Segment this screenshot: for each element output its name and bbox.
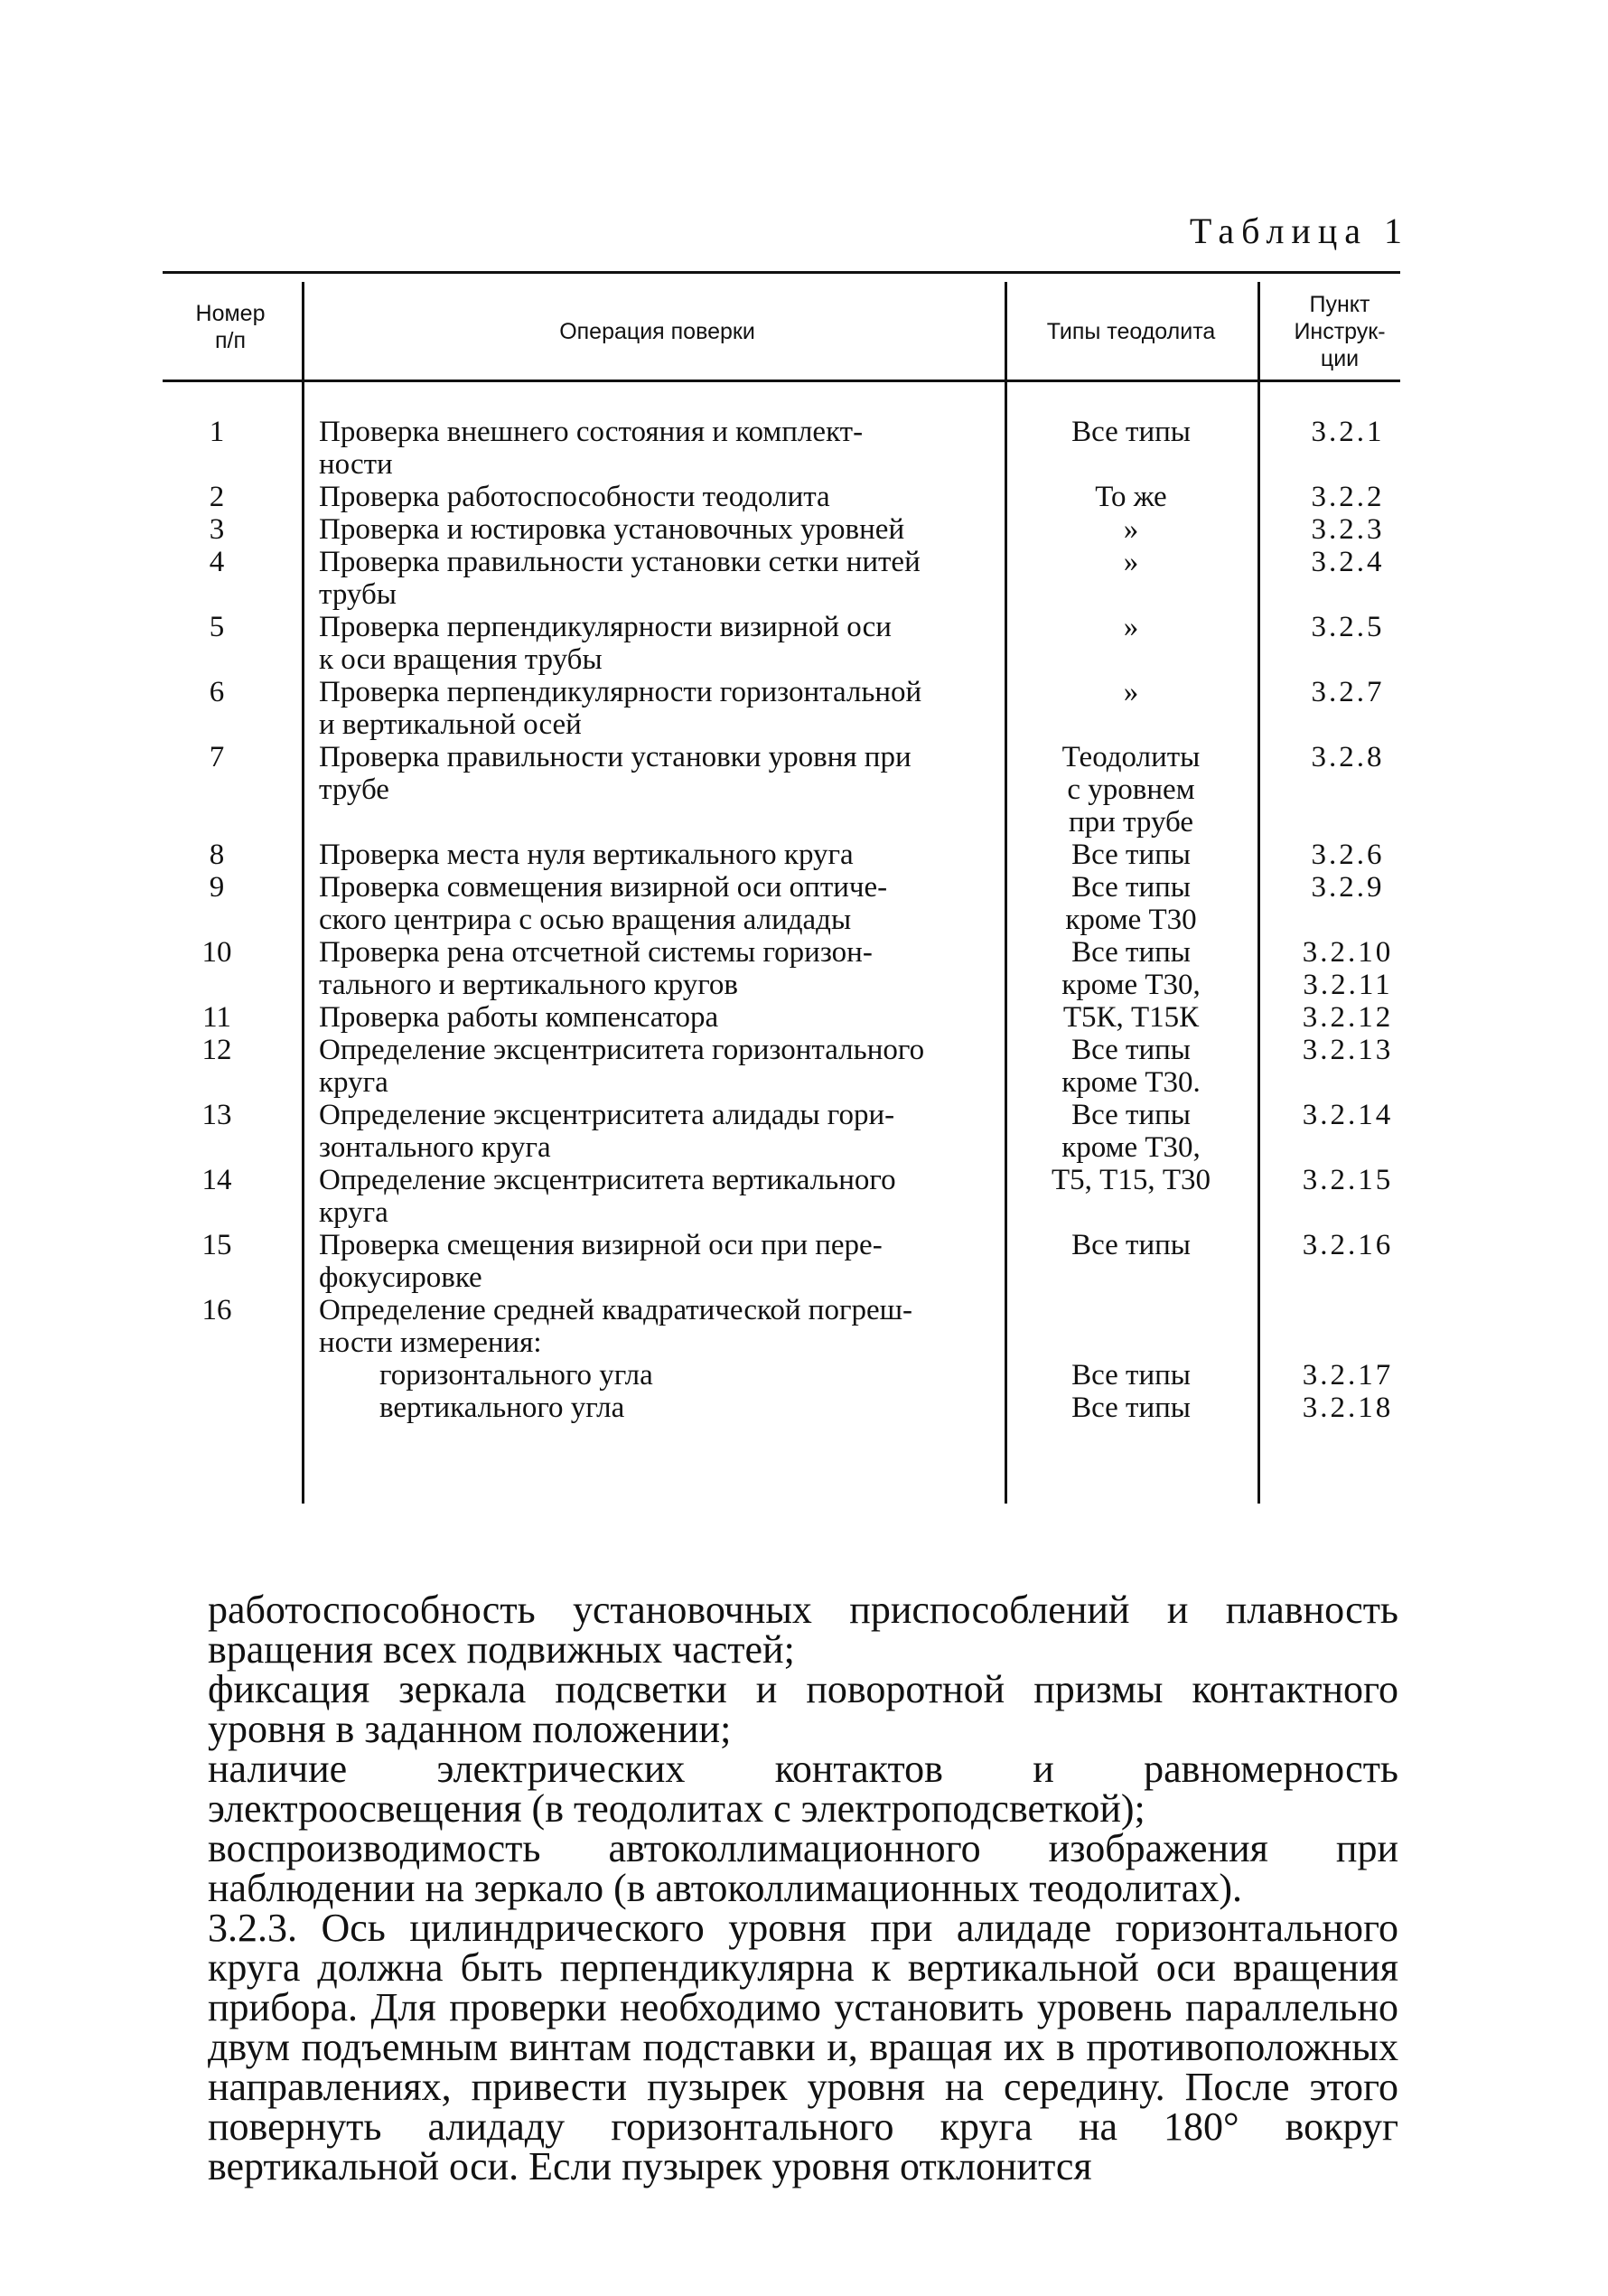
- header-number-line: Номер: [195, 301, 266, 326]
- theodolite-types: кроме Т30: [1065, 904, 1197, 936]
- theodolite-types: кроме Т30.: [1061, 1066, 1201, 1099]
- theodolite-types: Все типы: [1071, 1229, 1191, 1261]
- operation-text: круга: [319, 1066, 388, 1099]
- row-number: 12: [201, 1034, 232, 1066]
- row-number: 3: [209, 513, 225, 546]
- theodolite-types: Все типы: [1071, 871, 1191, 904]
- header-operation: Операция поверки: [559, 319, 755, 344]
- theodolite-types: Все типы: [1071, 416, 1191, 448]
- operation-text: ности: [319, 448, 393, 481]
- instruction-clause: 3.2.17: [1302, 1359, 1394, 1392]
- operation-text: Проверка смещения визирной оси при пере-: [319, 1229, 883, 1261]
- header-number: [172, 300, 289, 354]
- operation-text: Проверка совмещения визирной оси оптиче-: [319, 871, 888, 904]
- operation-text: Проверка правильности установки уровня при: [319, 741, 912, 773]
- column-divider-1: [302, 282, 304, 1504]
- row-number: 14: [201, 1164, 232, 1196]
- operation-text: ского центрира с осью вращения алидады: [319, 904, 852, 936]
- body-paragraph: фиксация зеркала подсветки и поворотной призмы контактного уровня в заданном положении;: [208, 1667, 1398, 1751]
- header-types: Типы теодолита: [1046, 319, 1216, 344]
- operation-text: и вертикальной осей: [319, 708, 582, 741]
- instruction-clause: 3.2.6: [1311, 839, 1385, 871]
- instruction-clause: 3.2.18: [1302, 1392, 1394, 1424]
- instruction-clause: 3.2.3: [1311, 513, 1385, 546]
- operation-text: зонтального круга: [319, 1131, 551, 1164]
- theodolite-types: Все типы: [1071, 1359, 1191, 1392]
- instruction-clause: 3.2.4: [1311, 546, 1385, 578]
- row-number: 6: [209, 676, 225, 708]
- header-reference-line: Пункт: [1309, 292, 1370, 317]
- header-reference: [1263, 291, 1416, 372]
- row-number: 8: [209, 839, 225, 871]
- instruction-clause: 3.2.7: [1311, 676, 1385, 708]
- row-number: 11: [202, 1001, 231, 1034]
- row-number: 16: [201, 1294, 232, 1326]
- theodolite-types: кроме Т30,: [1061, 969, 1201, 1001]
- row-number: 9: [209, 871, 225, 904]
- theodolite-types: »: [1123, 676, 1139, 708]
- instruction-clause: 3.2.1: [1311, 416, 1385, 448]
- body-paragraph: воспроизводимость автоколлимационного изображения при наблюдении на зеркало (в автоколлимационных теодолитах).: [208, 1826, 1398, 1910]
- body-paragraph: наличие электрических контактов и равномерность электроосвещения (в теодолитах с электроподсветкой);: [208, 1747, 1398, 1831]
- row-number: 1: [209, 416, 225, 448]
- operation-text: круга: [319, 1196, 388, 1229]
- operation-text: Определение эксцентриситета горизонтального: [319, 1034, 925, 1066]
- operation-text: Определение эксцентриситета алидады гори-: [319, 1099, 895, 1131]
- operation-text: Проверка и юстировка установочных уровней: [319, 513, 905, 546]
- operation-text: Проверка перпендикулярности визирной оси: [319, 611, 892, 643]
- operation-text: трубы: [319, 578, 397, 611]
- theodolite-types: То же: [1095, 481, 1167, 513]
- operation-text: Проверка места нуля вертикального круга: [319, 839, 854, 871]
- body-paragraph: работоспособность установочных приспособлений и плавность вращения всех подвижных частей;: [208, 1588, 1398, 1672]
- theodolite-types: Все типы: [1071, 1392, 1191, 1424]
- header-number-line: п/п: [214, 328, 247, 353]
- row-number: 2: [209, 481, 225, 513]
- column-divider-2: [1005, 282, 1007, 1504]
- operation-text: к оси вращения трубы: [319, 643, 603, 676]
- operation-text: Проверка перпендикулярности горизонтальной: [319, 676, 922, 708]
- operation-text: тального и вертикального кругов: [319, 969, 738, 1001]
- theodolite-types: при трубе: [1068, 806, 1194, 839]
- body-paragraph: 3.2.3. Ось цилиндрического уровня при алидаде горизонтального круга должна быть перпендикулярна к вертикальной оси вращения прибора. Для проверки необходимо установить уровень параллельно двум подъемным винтам подставки и, вращая их в противоположных направлениях, привести пузырек уровня на середину. После этого повернуть алидаду горизонтального круга на 180° вокруг вертикальной оси. Если пузырек уровня отклонится: [208, 1906, 1398, 2188]
- operation-text: Проверка рена отсчетной системы горизон-: [319, 936, 873, 969]
- table-caption: Таблица 1: [1189, 211, 1409, 251]
- instruction-clause: 3.2.15: [1302, 1164, 1394, 1196]
- theodolite-types: Все типы: [1071, 839, 1191, 871]
- row-number: 7: [209, 741, 225, 773]
- instruction-clause: 3.2.11: [1303, 969, 1393, 1001]
- operation-text: Проверка внешнего состояния и комплект-: [319, 416, 864, 448]
- operation-text: вертикального угла: [379, 1392, 625, 1424]
- header-reference-line: Инструк-: [1294, 319, 1386, 344]
- operation-text: Проверка правильности установки сетки нитей: [319, 546, 921, 578]
- instruction-clause: 3.2.8: [1311, 741, 1385, 773]
- table-header-rule: [163, 380, 1400, 382]
- instruction-clause: 3.2.12: [1302, 1001, 1394, 1034]
- theodolite-types: »: [1123, 546, 1139, 578]
- instruction-clause: 3.2.13: [1302, 1034, 1394, 1066]
- row-number: 5: [209, 611, 225, 643]
- instruction-clause: 3.2.16: [1302, 1229, 1394, 1261]
- row-number: 4: [209, 546, 225, 578]
- theodolite-types: Т5К, Т15К: [1062, 1001, 1200, 1034]
- theodolite-types: кроме Т30,: [1061, 1131, 1201, 1164]
- theodolite-types: с уровнем: [1067, 773, 1195, 806]
- instruction-clause: 3.2.5: [1311, 611, 1385, 643]
- header-reference-line: ции: [1320, 346, 1360, 371]
- theodolite-types: »: [1123, 513, 1139, 546]
- theodolite-types: »: [1123, 611, 1139, 643]
- row-number: 15: [201, 1229, 232, 1261]
- operation-text: ности измерения:: [319, 1326, 542, 1359]
- operation-text: Проверка работы компенсатора: [319, 1001, 719, 1034]
- operation-text: горизонтального угла: [379, 1359, 653, 1392]
- theodolite-types: Т5, Т15, Т30: [1052, 1164, 1211, 1196]
- operation-text: Проверка работоспособности теодолита: [319, 481, 830, 513]
- instruction-clause: 3.2.10: [1302, 936, 1394, 969]
- operation-text: Определение средней квадратической погреш-: [319, 1294, 913, 1326]
- instruction-clause: 3.2.9: [1311, 871, 1385, 904]
- operation-text: Определение эксцентриситета вертикального: [319, 1164, 896, 1196]
- table-top-rule: [163, 271, 1400, 274]
- theodolite-types: Все типы: [1071, 1034, 1191, 1066]
- column-divider-3: [1257, 282, 1260, 1504]
- row-number: 10: [201, 936, 232, 969]
- theodolite-types: Все типы: [1071, 1099, 1191, 1131]
- instruction-clause: 3.2.2: [1311, 481, 1385, 513]
- theodolite-types: Все типы: [1071, 936, 1191, 969]
- theodolite-types: Теодолиты: [1061, 741, 1201, 773]
- operation-text: трубе: [319, 773, 389, 806]
- body-text: [208, 1590, 1398, 2187]
- instruction-clause: 3.2.14: [1302, 1099, 1394, 1131]
- row-number: 13: [201, 1099, 232, 1131]
- operation-text: фокусировке: [319, 1261, 482, 1294]
